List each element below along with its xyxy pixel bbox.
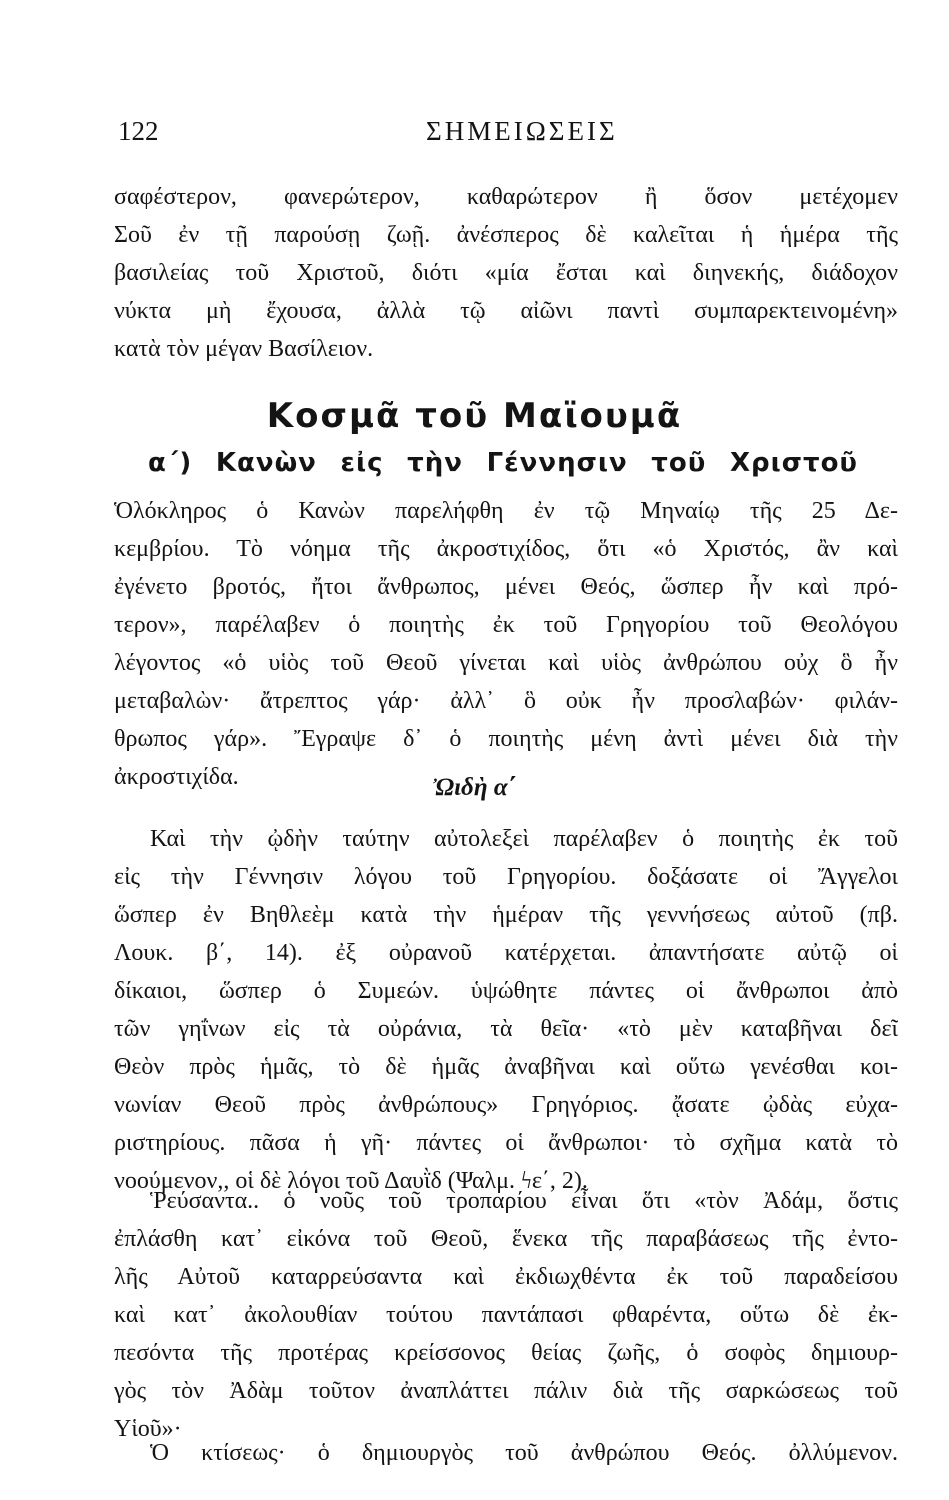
- text-line: Λουκ. β΄, 14). ἐξ οὐρανοῦ κατέρχεται. ἀπαντήσατε αὐτῷ οἱ: [114, 940, 898, 966]
- final-line: Ὁ κτίσεως· ὁ δημιουργὸς τοῦ ἀνθρώπου Θεός. ὀλλύμενον.: [150, 1440, 898, 1466]
- text-line: καὶ κατ᾽ ἀκολουθίαν τούτου παντάπασι φθαρέντα, οὕτω δὲ ἐκ-: [114, 1302, 898, 1328]
- paragraph-3: [114, 820, 898, 1200]
- text-line: Ῥεύσαντα.. ὁ νοῦς τοῦ τροπαρίου εἶναι ὅτι «τὸν Ἀδάμ, ὅστις: [150, 1188, 898, 1214]
- text-line: νωνίαν Θεοῦ πρὸς ἀνθρώπους» Γρηγόριος. ᾄσατε ᾠδὰς εὐχα-: [114, 1092, 898, 1118]
- page-number: 122: [118, 116, 159, 146]
- text-line: νύκτα μὴ ἔχουσα, ἀλλὰ τῷ αἰῶνι παντὶ συμπαρεκτεινομένη»: [114, 298, 898, 324]
- text-line: ριστηρίους. πᾶσα ἡ γῆ· πάντες οἱ ἄνθρωποι· τὸ σχῆμα κατὰ τὸ: [114, 1130, 898, 1156]
- text-line: ἀκροστιχίδα.: [114, 764, 239, 790]
- ode-heading: Ὠιδὴ α΄: [433, 774, 516, 801]
- text-line: μεταβαλὼν· ἄτρεπτος γάρ· ἀλλ᾽ ὃ οὐκ ἦν προσλαβών· φιλάν-: [114, 688, 898, 714]
- section-subtitle: α΄) Κανὼν εἰς τὴν Γέννησιν τοῦ Χριστοῦ: [148, 448, 858, 478]
- page-header: [118, 116, 898, 156]
- text-line: ἐπλάσθη κατ᾽ εἰκόνα τοῦ Θεοῦ, ἕνεκα τῆς παραβάσεως τῆς ἐντο-: [114, 1226, 898, 1252]
- text-line: θρωπος γάρ». Ἔγραψε δ᾽ ὁ ποιητὴς μένη ἀντὶ μένει διὰ τὴν: [114, 726, 898, 752]
- paragraph-4: [114, 1182, 898, 1448]
- text-line: ἐγένετο βροτός, ἤτοι ἄνθρωπος, μένει Θεός, ὥσπερ ἦν καὶ πρό-: [114, 574, 898, 600]
- text-line: Καὶ τὴν ᾠδὴν ταύτην αὐτολεξεὶ παρέλαβεν ὁ ποιητὴς ἐκ τοῦ: [150, 826, 898, 852]
- text-line: Υἱοῦ»·: [114, 1416, 182, 1442]
- text-line: πεσόντα τῆς προτέρας κρείσσονος θείας ζωῆς, ὁ σοφὸς δημιουρ-: [114, 1340, 898, 1366]
- text-line: λέγοντος «ὁ υἱὸς τοῦ Θεοῦ γίνεται καὶ υἱὸς ἀνθρώπου οὐχ ὃ ἦν: [114, 650, 898, 676]
- paragraph-1: [114, 178, 898, 368]
- running-head: ΣΗΜΕΙΩΣΕΙΣ: [426, 116, 618, 146]
- text-line: κεμβρίου. Τὸ νόημα τῆς ἀκροστιχίδος, ὅτι «ὁ Χριστός, ἂν καὶ: [114, 536, 898, 562]
- text-line: νοούμενον,, οἱ δὲ λόγοι τοῦ Δαυῒδ (Ψαλμ. ϟε΄, 2).: [114, 1168, 588, 1194]
- paragraph-2: [114, 492, 898, 796]
- text-line: Σοῦ ἐν τῇ παρούσῃ ζωῇ. ἀνέσπερος δὲ καλεῖται ἡ ἡμέρα τῆς: [114, 222, 898, 248]
- section-title: Κοσμᾶ τοῦ Μαϊουμᾶ: [266, 396, 683, 436]
- text-line: Θεὸν πρὸς ἡμᾶς, τὸ δὲ ἡμᾶς ἀναβῆναι καὶ οὕτω γενέσθαι κοι-: [114, 1054, 898, 1080]
- text-line: γὸς τὸν Ἀδὰμ τοῦτον ἀναπλάττει πάλιν διὰ τῆς σαρκώσεως τοῦ: [114, 1378, 898, 1404]
- text-line: σαφέστερον, φανερώτερον, καθαρώτερον ἢ ὅσον μετέχομεν: [114, 184, 898, 210]
- text-line: ὥσπερ ἐν Βηθλεὲμ κατὰ τὴν ἡμέραν τῆς γεννήσεως αὐτοῦ (πβ.: [114, 902, 898, 928]
- text-line: εἰς τὴν Γέννησιν λόγου τοῦ Γρηγορίου. δοξάσατε οἱ Ἄγγελοι: [114, 864, 898, 890]
- text-line: δίκαιοι, ὥσπερ ὁ Συμεών. ὑψώθητε πάντες οἱ ἄνθρωποι ἀπὸ: [114, 978, 898, 1004]
- text-line: τερον», παρέλαβεν ὁ ποιητὴς ἐκ τοῦ Γρηγορίου τοῦ Θεολόγου: [114, 612, 898, 638]
- text-line: βασιλείας τοῦ Χριστοῦ, διότι «μία ἔσται καὶ διηνεκής, διάδοχον: [114, 260, 898, 286]
- text-line: κατὰ τὸν μέγαν Βασίλειον.: [114, 336, 374, 362]
- text-line: λῆς Αὐτοῦ καταρρεύσαντα καὶ ἐκδιωχθέντα ἐκ τοῦ παραδείσου: [114, 1264, 898, 1290]
- text-line: Ὁλόκληρος ὁ Κανὼν παρελήφθη ἐν τῷ Μηναίῳ τῆς 25 Δε-: [114, 498, 898, 524]
- text-line: τῶν γηΐνων εἰς τὰ οὐράνια, τὰ θεῖα· «τὸ μὲν καταβῆναι δεῖ: [114, 1016, 898, 1042]
